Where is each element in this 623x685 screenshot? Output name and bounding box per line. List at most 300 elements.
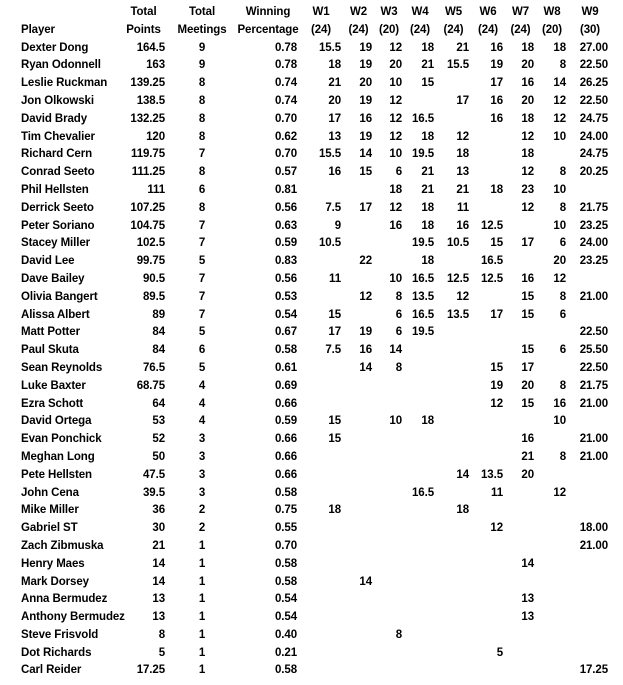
cell-w5: 11 (457, 201, 469, 214)
cell-points: 14 (152, 575, 165, 588)
table-row (0, 342, 612, 360)
player-name-cell: Luke Baxter (21, 379, 86, 392)
cell-w1 (299, 396, 343, 414)
cell-w6 (471, 342, 505, 360)
cell-pct: 0.58 (275, 575, 297, 588)
cell-points: 89 (152, 308, 165, 321)
player-name-cell: Alissa Albert (21, 308, 90, 321)
cell-w7: 20 (521, 468, 534, 481)
cell-w2 (343, 520, 374, 538)
player-name-cell: David Lee (21, 255, 75, 268)
cell-points: 102.5 (136, 237, 165, 250)
player-name-cell: Ezra Schott (21, 397, 84, 410)
cell-meetings: 8 (198, 201, 206, 214)
cell-w8: 10 (553, 219, 566, 232)
cell-w3 (374, 253, 404, 271)
column-header-w1-line1: W1 (312, 6, 330, 18)
cell-pct: 0.58 (275, 557, 297, 570)
cell-w2 (343, 645, 374, 663)
cell-w3: 6 (395, 326, 402, 339)
cell-meetings: 3 (198, 433, 206, 446)
cell-w4 (404, 360, 436, 378)
cell-w9 (568, 574, 612, 592)
cell-w3: 12 (389, 201, 402, 214)
cell-w1 (299, 627, 343, 645)
player-name-cell: Mark Dorsey (21, 575, 89, 588)
cell-w1 (299, 556, 343, 574)
cell-w4: 18 (421, 130, 434, 143)
cell-w8: 12 (553, 112, 566, 125)
cell-w2: 14 (359, 361, 372, 374)
cell-w7 (505, 520, 536, 538)
cell-points: 111 (147, 183, 165, 196)
cell-w9: 22.50 (579, 326, 608, 339)
cell-points: 50 (152, 450, 165, 463)
cell-meetings: 5 (198, 326, 206, 339)
column-header-points-line2: Points (126, 23, 161, 36)
cell-w3: 12 (389, 112, 402, 125)
cell-w9 (568, 307, 612, 325)
cell-w5 (436, 431, 471, 449)
cell-w4 (404, 627, 436, 645)
cell-w9: 21.00 (579, 450, 608, 463)
column-header-w6-line2: (24) (477, 23, 499, 36)
player-name-cell: Mike Miller (21, 504, 79, 517)
table-row (0, 218, 612, 236)
cell-w1: 17 (328, 326, 341, 339)
cell-w1 (299, 574, 343, 592)
header-row-1 (0, 4, 612, 22)
cell-w5 (436, 520, 471, 538)
cell-w1: 20 (328, 94, 341, 107)
cell-meetings: 7 (198, 272, 206, 285)
table-row (0, 609, 612, 627)
cell-w5 (436, 324, 471, 342)
cell-w7: 20 (521, 59, 534, 72)
cell-w6 (471, 502, 505, 520)
cell-w4 (404, 520, 436, 538)
cell-meetings: 1 (198, 664, 206, 677)
cell-w1: 15 (328, 433, 341, 446)
cell-w8 (536, 627, 568, 645)
cell-meetings: 7 (198, 219, 206, 232)
cell-w2: 14 (359, 575, 372, 588)
cell-pct: 0.74 (275, 77, 297, 90)
cell-w1: 11 (329, 272, 341, 285)
table-row (0, 57, 612, 75)
cell-w2 (343, 307, 374, 325)
cell-meetings: 1 (198, 557, 206, 570)
cell-w5 (436, 662, 471, 680)
cell-points: 13 (152, 593, 165, 606)
cell-w3: 12 (389, 41, 402, 54)
cell-w8 (536, 324, 568, 342)
player-name-cell: Paul Skuta (21, 344, 79, 357)
cell-w8 (536, 574, 568, 592)
cell-w9: 22.50 (579, 361, 608, 374)
player-name-cell: Conrad Seeto (21, 166, 95, 179)
cell-w4 (404, 591, 436, 609)
cell-w2 (343, 485, 374, 503)
cell-w2: 14 (359, 148, 372, 161)
player-name-cell: Dot Richards (21, 646, 92, 659)
table-row (0, 307, 612, 325)
cell-pct: 0.56 (275, 272, 297, 285)
cell-w3 (374, 520, 404, 538)
cell-pct: 0.54 (275, 611, 297, 624)
header-row-2 (0, 22, 612, 40)
cell-w4: 19.5 (412, 148, 434, 161)
cell-w6 (471, 627, 505, 645)
cell-w7: 18 (521, 112, 534, 125)
cell-w6: 16 (490, 94, 503, 107)
cell-w5 (436, 413, 471, 431)
cell-w4 (404, 609, 436, 627)
cell-w3: 8 (395, 628, 402, 641)
cell-w7 (505, 538, 536, 556)
cell-w8: 8 (559, 166, 566, 179)
cell-w2: 22 (359, 255, 372, 268)
cell-pct: 0.74 (275, 94, 297, 107)
cell-w5: 16 (456, 219, 469, 232)
table-row (0, 413, 612, 431)
cell-w1 (299, 289, 343, 307)
cell-w9 (568, 645, 612, 663)
cell-w8 (536, 146, 568, 164)
cell-w3: 14 (389, 344, 402, 357)
cell-w5 (436, 449, 471, 467)
player-name-cell: Pete Hellsten (21, 468, 92, 481)
cell-w7: 23 (521, 183, 534, 196)
table-row (0, 485, 612, 503)
cell-w3 (374, 574, 404, 592)
cell-w7: 14 (521, 557, 534, 570)
cell-w7: 16 (521, 77, 534, 90)
cell-w9: 21.75 (579, 379, 608, 392)
cell-meetings: 9 (198, 59, 206, 72)
cell-points: 90.5 (143, 272, 165, 285)
cell-w5 (436, 485, 471, 503)
cell-w8 (536, 645, 568, 663)
cell-w6 (471, 413, 505, 431)
cell-w1 (299, 645, 343, 663)
cell-w2 (343, 378, 374, 396)
cell-w9: 24.75 (579, 112, 608, 125)
cell-points: 68.75 (136, 379, 165, 392)
table-row (0, 431, 612, 449)
cell-w2 (343, 182, 374, 200)
player-name-cell: Derrick Seeto (21, 201, 94, 214)
cell-pct: 0.54 (275, 308, 297, 321)
cell-w6 (471, 556, 505, 574)
cell-w7 (505, 574, 536, 592)
cell-w8: 8 (559, 290, 566, 303)
cell-w5: 21 (456, 41, 469, 54)
table-row (0, 502, 612, 520)
cell-w4: 21 (421, 59, 434, 72)
cell-points: 39.5 (143, 486, 165, 499)
cell-w3 (374, 378, 404, 396)
cell-w4 (404, 556, 436, 574)
cell-meetings: 6 (198, 183, 206, 196)
cell-w5 (436, 574, 471, 592)
cell-w3: 16 (389, 219, 402, 232)
cell-meetings: 8 (198, 94, 206, 107)
table-row (0, 574, 612, 592)
cell-w6 (471, 574, 505, 592)
cell-meetings: 3 (198, 486, 206, 499)
cell-points: 21 (152, 539, 165, 552)
cell-w2: 17 (359, 201, 372, 214)
cell-pct: 0.58 (275, 344, 297, 357)
cell-points: 119.75 (131, 148, 165, 161)
player-name-cell: Matt Potter (21, 326, 80, 339)
cell-w1: 7.5 (325, 201, 341, 214)
cell-points: 52 (152, 433, 165, 446)
player-name-cell: Zach Zibmuska (21, 539, 104, 552)
cell-pct: 0.75 (275, 504, 297, 517)
cell-w7: 17 (521, 237, 534, 250)
cell-meetings: 4 (198, 415, 206, 428)
cell-w4 (404, 93, 436, 111)
cell-w4: 13.5 (412, 290, 434, 303)
cell-w8: 6 (559, 308, 566, 321)
cell-w1: 15.5 (319, 148, 341, 161)
cell-w6 (471, 662, 505, 680)
column-header-w6-line1: W6 (479, 6, 497, 18)
player-name-cell: Ryan Odonnell (21, 59, 101, 72)
cell-w5 (436, 556, 471, 574)
cell-w4 (404, 396, 436, 414)
cell-w7 (505, 502, 536, 520)
cell-w9: 21.00 (579, 539, 608, 552)
cell-w7 (505, 645, 536, 663)
cell-points: 89.5 (143, 290, 165, 303)
cell-w3 (374, 485, 404, 503)
column-header-w4-line1: W4 (411, 6, 429, 18)
column-header-w3-line1: W3 (380, 6, 398, 18)
cell-w3 (374, 235, 404, 253)
cell-meetings: 7 (198, 237, 206, 250)
cell-w6: 13.5 (481, 468, 503, 481)
cell-w4 (404, 662, 436, 680)
cell-points: 104.75 (130, 219, 165, 232)
cell-w8: 20 (553, 255, 566, 268)
cell-w7: 18 (521, 41, 534, 54)
cell-w9 (568, 413, 612, 431)
cell-w6 (471, 200, 505, 218)
cell-w5: 17 (456, 94, 469, 107)
player-name-cell: Richard Cern (21, 148, 93, 161)
cell-w1 (299, 520, 343, 538)
player-name-cell: Stacey Miller (21, 237, 91, 250)
cell-w4: 15 (421, 77, 434, 90)
cell-w1: 15 (328, 415, 341, 428)
cell-meetings: 5 (198, 361, 206, 374)
table-row (0, 324, 612, 342)
cell-pct: 0.58 (275, 664, 297, 677)
cell-w5 (436, 342, 471, 360)
cell-w1: 7.5 (325, 344, 341, 357)
standings-table (0, 4, 612, 680)
cell-pct: 0.63 (275, 219, 297, 232)
cell-w8 (536, 431, 568, 449)
cell-w1 (299, 360, 343, 378)
cell-w3: 10 (389, 77, 402, 90)
cell-w3: 12 (389, 94, 402, 107)
cell-w4: 16.5 (412, 112, 434, 125)
cell-w7 (505, 485, 536, 503)
cell-meetings: 8 (198, 77, 206, 90)
table-row (0, 538, 612, 556)
cell-w6 (471, 164, 505, 182)
cell-pct: 0.57 (275, 166, 297, 179)
player-name-cell: Jon Olkowski (21, 94, 94, 107)
cell-w2 (343, 431, 374, 449)
cell-w7: 17 (521, 361, 534, 374)
cell-w5: 15.5 (447, 59, 469, 72)
cell-w7: 13 (521, 611, 534, 624)
cell-meetings: 1 (198, 539, 206, 552)
cell-w8: 8 (559, 379, 566, 392)
table-row (0, 645, 612, 663)
cell-w6 (471, 289, 505, 307)
cell-w8 (536, 360, 568, 378)
cell-w6: 5 (496, 646, 503, 659)
cell-w4 (404, 449, 436, 467)
standings-body (0, 40, 612, 681)
cell-w7: 15 (521, 344, 534, 357)
player-name-cell: Olivia Bangert (21, 290, 98, 303)
player-name-cell: Sean Reynolds (21, 361, 103, 374)
column-header-w7-line1: W7 (511, 6, 530, 18)
cell-w1 (299, 609, 343, 627)
cell-meetings: 1 (198, 593, 206, 606)
cell-pct: 0.70 (275, 112, 297, 125)
player-name-cell: Gabriel ST (21, 522, 78, 535)
cell-w8 (536, 609, 568, 627)
column-header-w7-line2: (24) (510, 23, 531, 36)
cell-pct: 0.59 (275, 415, 297, 428)
cell-meetings: 4 (198, 397, 206, 410)
cell-w5: 21 (456, 183, 469, 196)
cell-w4: 16.5 (412, 486, 434, 499)
table-row (0, 520, 612, 538)
cell-meetings: 3 (198, 450, 206, 463)
cell-w4: 19.5 (412, 237, 434, 250)
cell-w3 (374, 609, 404, 627)
cell-w8: 8 (559, 201, 566, 214)
table-row (0, 75, 612, 93)
cell-w6: 17 (490, 308, 503, 321)
cell-w5: 13 (456, 166, 469, 179)
table-row (0, 289, 612, 307)
cell-w5: 12 (456, 290, 469, 303)
cell-w9: 17.25 (579, 664, 608, 677)
cell-w1: 15 (328, 308, 341, 321)
cell-w8: 8 (559, 450, 566, 463)
cell-w5 (436, 360, 471, 378)
cell-w9 (568, 556, 612, 574)
cell-pct: 0.53 (275, 290, 297, 303)
table-row (0, 271, 612, 289)
cell-w7 (505, 627, 536, 645)
cell-w2: 12 (359, 290, 372, 303)
standings-header (0, 4, 612, 40)
cell-w7 (505, 413, 536, 431)
cell-points: 111.25 (131, 166, 165, 179)
cell-w5 (436, 396, 471, 414)
cell-w3: 10 (389, 415, 402, 428)
cell-w7: 20 (521, 379, 534, 392)
cell-w9 (568, 627, 612, 645)
cell-w2 (343, 235, 374, 253)
table-row (0, 40, 612, 58)
cell-w4: 18 (421, 219, 434, 232)
column-header-w5-line1: W5 (444, 6, 463, 18)
cell-w1: 10.5 (319, 237, 341, 250)
table-row (0, 360, 612, 378)
cell-w6 (471, 449, 505, 467)
player-name-cell: Phil Hellsten (21, 183, 89, 196)
cell-pct: 0.40 (275, 628, 297, 641)
cell-pct: 0.61 (275, 361, 297, 374)
cell-w3: 10 (389, 272, 402, 285)
cell-w4 (404, 467, 436, 485)
cell-w4 (404, 538, 436, 556)
player-name-cell: Evan Ponchick (21, 433, 102, 446)
column-header-w8-line2: (20) (541, 23, 563, 36)
cell-w3 (374, 396, 404, 414)
cell-w1 (299, 662, 343, 680)
cell-w9: 20.25 (579, 166, 608, 179)
cell-w1: 17 (328, 112, 341, 125)
cell-pct: 0.58 (275, 486, 297, 499)
table-row (0, 129, 612, 147)
table-row (0, 253, 612, 271)
cell-pct: 0.66 (275, 450, 297, 463)
cell-w8: 16 (553, 397, 566, 410)
cell-pct: 0.78 (275, 59, 297, 72)
table-row (0, 662, 612, 680)
cell-w4: 16.5 (412, 272, 434, 285)
cell-w5 (436, 645, 471, 663)
cell-meetings: 6 (198, 344, 206, 357)
table-row (0, 235, 612, 253)
cell-w6: 12.5 (481, 219, 503, 232)
cell-w5 (436, 627, 471, 645)
cell-w1 (299, 467, 343, 485)
cell-w5: 13.5 (447, 308, 469, 321)
cell-meetings: 7 (198, 148, 206, 161)
cell-meetings: 7 (198, 308, 206, 321)
table-row (0, 146, 612, 164)
cell-w3: 12 (389, 130, 402, 143)
cell-points: 14 (152, 557, 165, 570)
cell-w9: 24.75 (579, 148, 608, 161)
cell-w3 (374, 431, 404, 449)
cell-w8 (536, 502, 568, 520)
column-header-meetings-line2: Meetings (177, 23, 227, 36)
cell-pct: 0.54 (275, 593, 297, 606)
cell-w6: 15 (490, 237, 503, 250)
player-name-cell: David Ortega (21, 415, 92, 428)
cell-w6 (471, 538, 505, 556)
cell-pct: 0.66 (275, 397, 297, 410)
cell-w8: 8 (559, 59, 566, 72)
cell-w2 (343, 467, 374, 485)
cell-w2: 19 (359, 41, 372, 54)
